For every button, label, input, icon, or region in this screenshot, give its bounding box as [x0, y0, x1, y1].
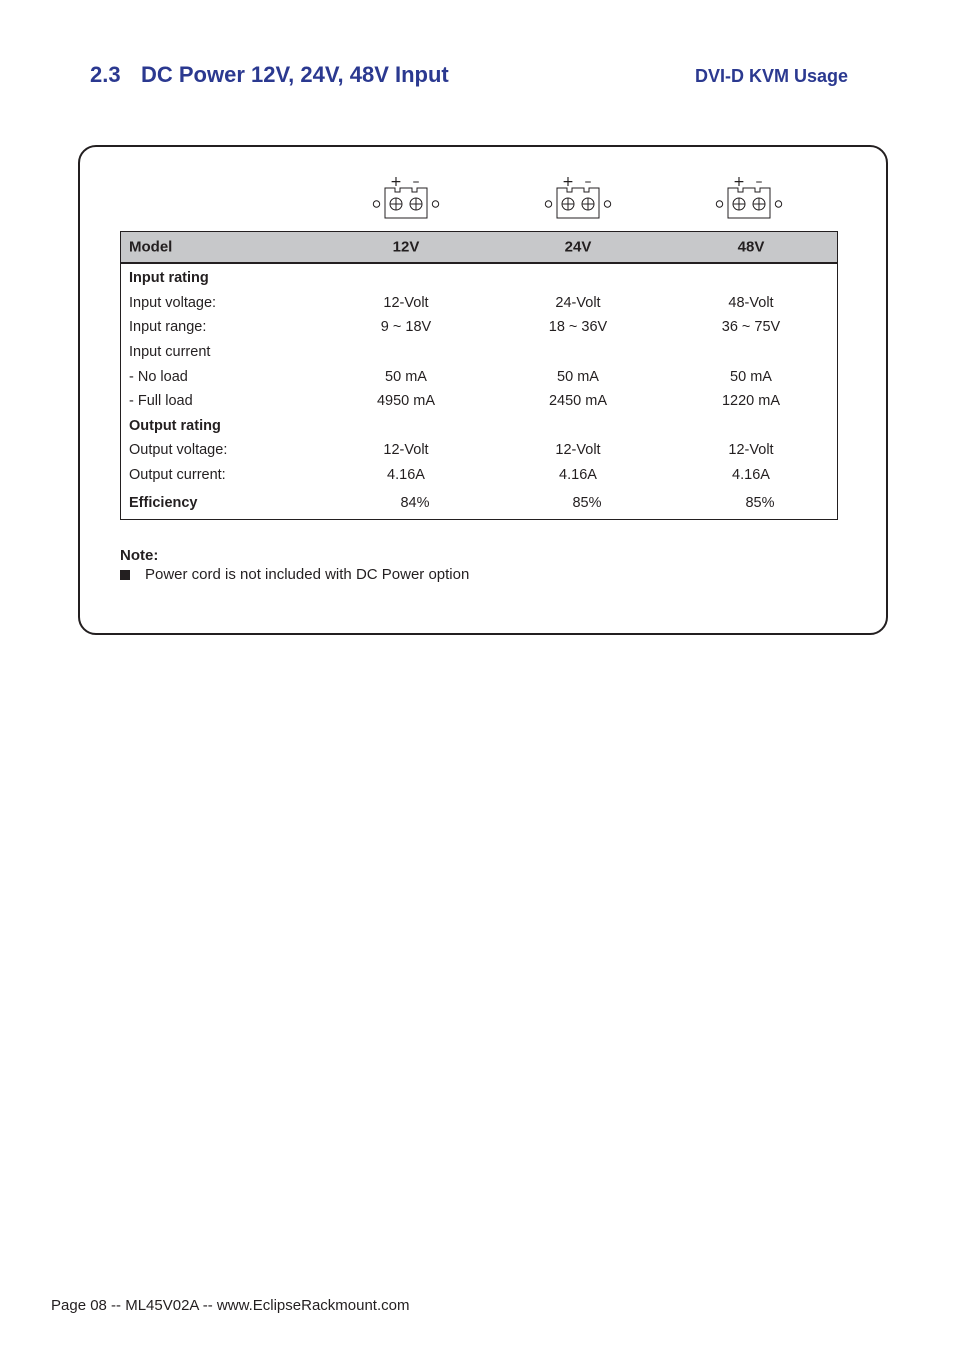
value-12v: 4.16A: [387, 467, 425, 484]
minus-label: –: [755, 174, 763, 190]
row-label: Output voltage:: [129, 442, 228, 459]
table-row: [121, 414, 837, 439]
row-label: - Full load: [129, 393, 193, 410]
value-24v: 50 mA: [557, 368, 599, 385]
dc-terminal-block-icon: [543, 174, 613, 222]
value-48v: 4.16A: [732, 467, 770, 484]
value-24v: 85%: [572, 495, 602, 512]
note-title: Note:: [120, 547, 159, 564]
value-12v: 12-Volt: [383, 442, 429, 459]
row-label: Input current: [129, 344, 211, 361]
value-48v: 12-Volt: [728, 442, 774, 459]
header-model: Model: [129, 238, 173, 256]
table-row: [121, 438, 837, 463]
row-label: Input rating: [129, 270, 209, 287]
plus-label: +: [562, 174, 574, 190]
row-label: Output rating: [129, 417, 221, 434]
plus-label: +: [733, 174, 745, 190]
value-12v: 50 mA: [385, 368, 427, 385]
value-12v: 84%: [400, 495, 430, 512]
dc-terminal-block-icon: [714, 174, 784, 222]
section-title-text: DC Power 12V, 24V, 48V Input: [141, 62, 449, 87]
page-header-label: DVI-D KVM Usage: [695, 66, 849, 86]
table-row: [121, 340, 837, 365]
value-24v: 18 ~ 36V: [548, 319, 608, 336]
dc-terminal-block-icon: [371, 174, 441, 222]
row-label: Input voltage:: [129, 294, 217, 311]
header-12v: 12V: [392, 238, 420, 256]
header-24v: 24V: [564, 238, 592, 256]
value-48v: 48-Volt: [728, 294, 774, 311]
value-12v: 9 ~ 18V: [380, 319, 432, 336]
minus-label: –: [584, 174, 592, 190]
value-48v: 85%: [745, 495, 775, 512]
value-12v: 4950 mA: [376, 393, 436, 410]
table-row: [121, 266, 837, 291]
row-label: - No load: [129, 368, 188, 385]
note-item: [120, 566, 469, 583]
spec-table: [120, 231, 838, 520]
row-label: Input range:: [129, 319, 207, 336]
value-48v: 36 ~ 75V: [721, 319, 781, 336]
table-row: [121, 463, 837, 488]
value-48v: 1220 mA: [721, 393, 781, 410]
value-24v: 24-Volt: [555, 294, 601, 311]
table-row: [121, 291, 837, 316]
row-label: Output current:: [129, 467, 226, 484]
table-row: [121, 315, 837, 340]
table-row: [121, 364, 837, 389]
value-24v: 12-Volt: [555, 442, 601, 459]
value-48v: 50 mA: [730, 368, 772, 385]
table-header-row: [121, 232, 837, 264]
section-title: [90, 62, 449, 88]
plus-label: +: [390, 174, 402, 190]
table-row: [121, 487, 837, 519]
table-row: [121, 389, 837, 414]
square-bullet-icon: [120, 570, 130, 580]
note-text: Power cord is not included with DC Power option: [145, 566, 470, 583]
minus-label: –: [412, 174, 420, 190]
section-number: 2.3: [90, 62, 121, 87]
row-label: Efficiency: [129, 495, 198, 512]
header-48v: 48V: [737, 238, 765, 256]
value-24v: 2450 mA: [548, 393, 608, 410]
value-24v: 4.16A: [559, 467, 597, 484]
value-12v: 12-Volt: [383, 294, 429, 311]
page-footer: Page 08 -- ML45V02A -- www.EclipseRackmount.com: [51, 1297, 410, 1314]
